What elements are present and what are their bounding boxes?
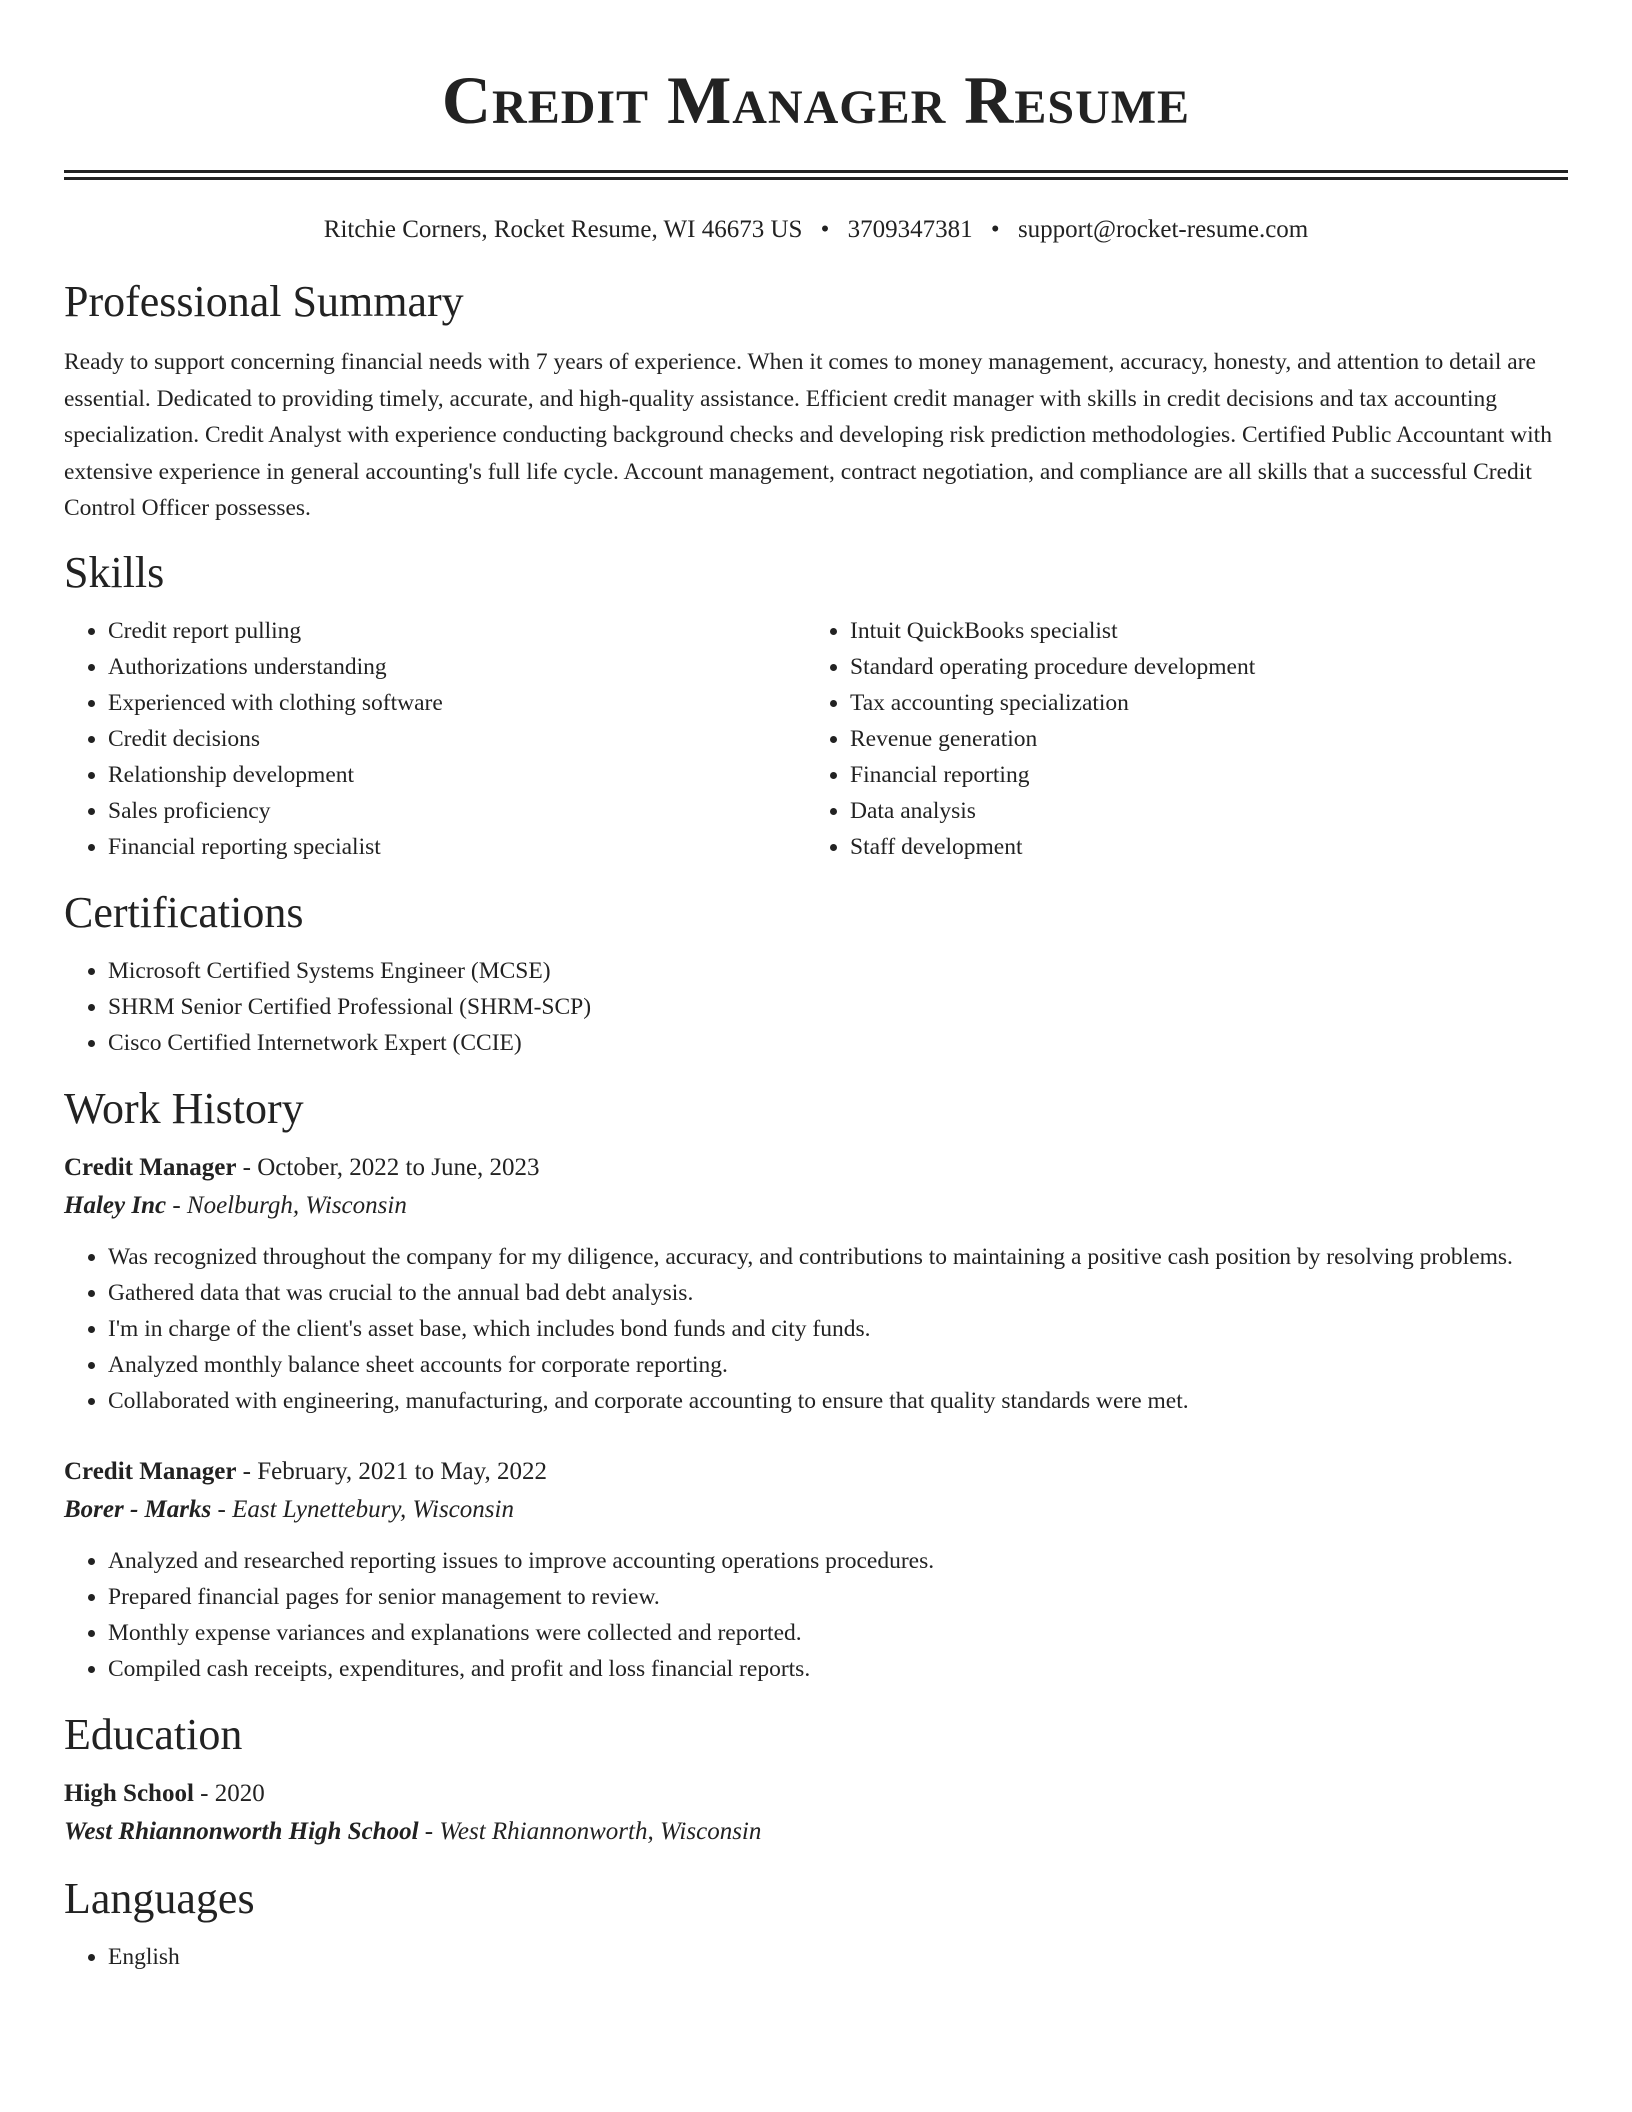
certification-item: • Microsoft Certified Systems Engineer (MCSE) xyxy=(108,953,1568,989)
skill-item: • Tax accounting specialization xyxy=(850,685,1548,721)
job-dash: - xyxy=(217,1495,226,1523)
job-dash: - xyxy=(242,1457,251,1485)
skills-section xyxy=(64,545,1568,865)
job-header xyxy=(64,1149,1568,1187)
skill-item: • Sales proficiency xyxy=(108,793,806,829)
job-bullet: • Analyzed monthly balance sheet accounts for corporate reporting. xyxy=(108,1347,1568,1383)
skill-item: • Financial reporting specialist xyxy=(108,829,806,865)
certifications-list xyxy=(64,953,1568,1061)
job-entry xyxy=(64,1149,1568,1419)
education-degree: High School xyxy=(64,1779,194,1807)
work-heading: Work History xyxy=(64,1083,304,1133)
education-location: West Rhiannonworth, Wisconsin xyxy=(439,1817,762,1845)
contact-separator: • xyxy=(990,216,1000,243)
languages-list xyxy=(64,1939,1568,1975)
resume-page xyxy=(64,0,1568,1975)
title-double-rule xyxy=(64,170,1568,180)
skills-heading: Skills xyxy=(64,547,165,597)
skill-item: • Standard operating procedure development xyxy=(850,649,1548,685)
summary-heading: Professional Summary xyxy=(64,277,464,326)
skill-item: • Experienced with clothing software xyxy=(108,685,806,721)
job-company: Borer - Marks xyxy=(64,1495,212,1523)
skill-item: • Revenue generation xyxy=(850,721,1548,757)
job-dash: - xyxy=(242,1153,251,1181)
resume-title: Credit Manager Resume xyxy=(441,62,1191,138)
job-location: Noelburgh, Wisconsin xyxy=(186,1191,407,1219)
certification-item: • SHRM Senior Certified Professional (SHRM-SCP) xyxy=(108,989,1568,1025)
job-bullets xyxy=(64,1239,1568,1419)
job-dates: October, 2022 to June, 2023 xyxy=(257,1153,540,1181)
contact-phone: 3709347381 xyxy=(847,216,973,243)
job-dash: - xyxy=(172,1191,181,1219)
work-section xyxy=(64,1081,1568,1687)
job-title: Credit Manager xyxy=(64,1457,237,1485)
skill-item: • Authorizations understanding xyxy=(108,649,806,685)
contact-separator: • xyxy=(820,216,830,243)
job-bullet: • Was recognized throughout the company for my diligence, accuracy, and contributions to maintaining a positive cash position by resolving problems. xyxy=(108,1239,1568,1275)
job-bullets xyxy=(64,1543,1568,1687)
skill-item: • Relationship development xyxy=(108,757,806,793)
languages-section xyxy=(64,1871,1568,1975)
skill-item: • Data analysis xyxy=(850,793,1548,829)
education-section xyxy=(64,1707,1568,1851)
summary-section xyxy=(64,274,1568,527)
education-dash: - xyxy=(424,1817,434,1845)
job-bullet: • Gathered data that was crucial to the annual bad debt analysis. xyxy=(108,1275,1568,1311)
education-dash: - xyxy=(200,1779,209,1807)
contact-line xyxy=(64,212,1568,248)
language-item: • English xyxy=(108,1939,1568,1975)
job-header xyxy=(64,1453,1568,1491)
summary-text: Ready to support concerning financial needs with 7 years of experience. When it comes to money management, accuracy, honesty, and attention to detail are essential. Dedicated to providing timely, accurate, and high-quality assistance. Efficient credit manager with skills in credit decisions and tax accounting specialization. Credit Analyst with experience conducting background checks and developing risk prediction methodologies. Certified Public Accountant with extensive experience in general accounting's full life cycle. Account management, contract negotiation, and compliance are all skills that a successful Credit Control Officer possesses. xyxy=(64,349,1552,521)
skills-list-right xyxy=(806,613,1548,865)
certification-item: • Cisco Certified Internetwork Expert (CCIE) xyxy=(108,1025,1568,1061)
education-header xyxy=(64,1775,1568,1813)
job-location: East Lynettebury, Wisconsin xyxy=(232,1495,514,1523)
skills-list-left xyxy=(64,613,806,865)
education-heading: Education xyxy=(64,1709,243,1759)
skill-item: • Staff development xyxy=(850,829,1548,865)
job-entry xyxy=(64,1453,1568,1687)
education-school-line xyxy=(64,1813,1568,1851)
skill-item: • Financial reporting xyxy=(850,757,1548,793)
job-bullet: • Compiled cash receipts, expenditures, and profit and loss financial reports. xyxy=(108,1651,1568,1687)
job-title: Credit Manager xyxy=(64,1153,237,1181)
job-company: Haley Inc xyxy=(64,1191,167,1219)
job-dates: February, 2021 to May, 2022 xyxy=(257,1457,548,1485)
skills-columns xyxy=(64,613,1568,865)
job-bullet: • Monthly expense variances and explanations were collected and reported. xyxy=(108,1615,1568,1651)
skill-item: • Credit report pulling xyxy=(108,613,806,649)
job-bullet: • Collaborated with engineering, manufacturing, and corporate accounting to ensure that quality standards were met. xyxy=(108,1383,1568,1419)
skill-item: • Intuit QuickBooks specialist xyxy=(850,613,1548,649)
contact-address: Ritchie Corners, Rocket Resume, WI 46673 US xyxy=(323,216,803,243)
certifications-section xyxy=(64,885,1568,1061)
job-company-line xyxy=(64,1187,1568,1225)
education-school: West Rhiannonworth High School xyxy=(64,1817,419,1845)
job-bullet: • Prepared financial pages for senior management to review. xyxy=(108,1579,1568,1615)
languages-heading: Languages xyxy=(64,1873,255,1923)
education-year: 2020 xyxy=(214,1779,265,1807)
job-bullet: • Analyzed and researched reporting issues to improve accounting operations procedures. xyxy=(108,1543,1568,1579)
contact-email: support@rocket-resume.com xyxy=(1017,216,1309,243)
certifications-heading: Certifications xyxy=(64,887,304,937)
job-company-line xyxy=(64,1491,1568,1529)
skill-item: • Credit decisions xyxy=(108,721,806,757)
job-bullet: • I'm in charge of the client's asset base, which includes bond funds and city funds. xyxy=(108,1311,1568,1347)
